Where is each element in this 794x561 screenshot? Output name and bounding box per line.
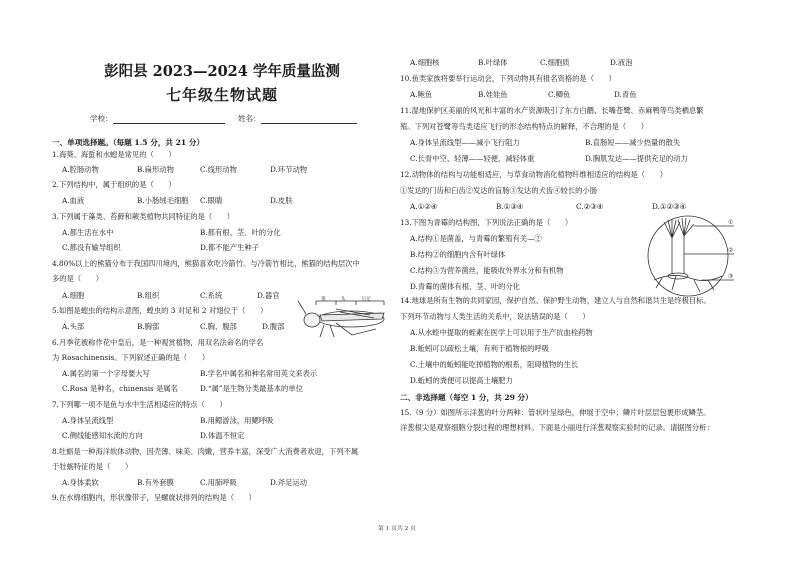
q4-option-d[interactable]: D.器官 xyxy=(257,291,280,300)
q13-option-c[interactable]: C.结构③为营养菌丝，能吸收外界水分和有机物 xyxy=(410,266,564,275)
q7-stem: 7.下列哪一项不是鱼与水中生活相适应的特点（ ） xyxy=(52,400,227,409)
q12-items: ①发达的门齿和臼齿②发达的盲肠③发达的犬齿④较长的小肠 xyxy=(400,186,598,195)
school-field[interactable] xyxy=(90,113,225,124)
q12-option-b[interactable]: B.①③④ xyxy=(496,202,524,211)
q6-option-a[interactable]: A.属名的第一个字母要大写 xyxy=(62,369,150,378)
q12-stem: 12.动物体的结构与功能相适应，与草食动物消化植物纤维相适应的结构是（ ） xyxy=(400,170,667,179)
q1-option-a[interactable]: A.腔肠动物 xyxy=(62,165,99,174)
school-blank[interactable] xyxy=(113,115,225,124)
q10-option-c[interactable]: C.鲫鱼 xyxy=(548,90,571,99)
section2-heading: 二、非选择题（每空 1 分，共 29 分） xyxy=(400,393,533,402)
name-blank[interactable] xyxy=(261,115,357,124)
exam-title: 彭阳县 2023—2024 学年质量监测 xyxy=(104,63,340,80)
q7-option-a[interactable]: A.身体呈流线型 xyxy=(62,416,114,425)
q2-option-b[interactable]: B.小肠绒毛细胞 xyxy=(137,196,189,205)
q1-option-d[interactable]: D.环节动物 xyxy=(270,165,308,174)
q3-option-a[interactable]: A.都生活在水中 xyxy=(62,228,114,237)
q4-option-a[interactable]: A.细胞 xyxy=(62,291,85,300)
q15-line1: 15.（9 分）如图所示洋葱的叶分两种：管状叶呈绿色，伸展于空中；鳞片叶层层包裹形成鳞茎。 xyxy=(400,408,711,417)
q10-option-b[interactable]: B.娃娃鱼 xyxy=(478,90,508,99)
q8-option-c[interactable]: C.用肺呼吸 xyxy=(200,478,237,487)
q2-option-a[interactable]: A.血液 xyxy=(62,196,85,205)
school-label: 学校： xyxy=(90,114,113,123)
q11-line1: 11.湿地保护区美丽的风光和丰富的水产资源吸引了东方白鹳、长嘴苍鹭、赤麻鸭等鸟类栖息繁 xyxy=(400,106,704,115)
q14-option-a[interactable]: A.从水蛭中提取的蛭素在医学上可以用于生产抗血栓药物 xyxy=(410,328,593,337)
q1-option-b[interactable]: B.扁形动物 xyxy=(137,165,174,174)
section1-heading: 一、单项选择题。（每题 1.5 分，共 21 分） xyxy=(52,138,205,147)
q8-option-a[interactable]: A.身体柔软 xyxy=(62,478,99,487)
q3-stem: 3.下列属于藻类、苔藓和蕨类植物共同特征的是（ ） xyxy=(52,212,235,221)
q14-option-d[interactable]: D.蚯蚓的粪便可以提高土壤肥力 xyxy=(410,376,513,385)
q8-line1: 8.牡蛎是一种海洋软体动物，因壳薄、味美、肉嫩，营养丰富，深受广大消费者欢迎，下列不属 xyxy=(52,447,359,456)
q11-option-c[interactable]: C.长骨中空、轻薄——轻便，减轻体重 xyxy=(410,154,535,163)
q1-stem: 1.海葵、海蜇和水螅是常见的（ ） xyxy=(52,150,176,159)
grasshopper-figure xyxy=(296,295,388,339)
penicillium-mark-3: ③ xyxy=(728,273,734,280)
q4-option-b[interactable]: B.组织 xyxy=(137,291,160,300)
q13-option-a[interactable]: A.结构①是菌盖，与青霉的繁殖有关—② xyxy=(410,234,542,243)
q7-option-d[interactable]: D.体温不恒定 xyxy=(200,431,245,440)
exam-subtitle: 七年级生物试题 xyxy=(165,86,278,104)
q13-option-d[interactable]: D.青霉的菌体有根、茎、叶的分化 xyxy=(410,282,521,291)
page-footer: 第 1 页共 2 页 xyxy=(378,526,416,532)
q6-option-c[interactable]: C.Rosa 是种名，chinensis 是属名 xyxy=(62,384,179,393)
q14-option-b[interactable]: B.蚯蚓可以疏松土壤，有利于植物根的呼吸 xyxy=(410,344,550,353)
q14-line1: 14.地球是所有生物的共同家园，保护自然、保护野生动物，建立人与自然和谐共生是终极目标。 xyxy=(400,296,711,305)
q11-option-a[interactable]: A.身体呈流线型——减小飞行阻力 xyxy=(410,138,520,147)
q4-option-c[interactable]: C.系统 xyxy=(200,291,223,300)
q9-option-b[interactable]: B.叶绿体 xyxy=(478,58,508,67)
q3-option-d[interactable]: D.都不能产生种子 xyxy=(200,243,259,252)
q2-option-c[interactable]: C.眼睛 xyxy=(200,196,223,205)
name-field[interactable] xyxy=(238,113,357,124)
penicillium-mark-2: ② xyxy=(728,247,734,254)
q3-option-c[interactable]: C.都没有输导组织 xyxy=(62,243,121,252)
grasshopper-label-hindleg: 后足 xyxy=(362,297,371,302)
q4-line2: 多的是（ ） xyxy=(52,274,104,283)
q6-option-d[interactable]: D.“属”是生物分类最基本的单位 xyxy=(200,384,303,393)
q13-option-b[interactable]: B.结构②的细胞内含有叶绿体 xyxy=(410,250,506,259)
q9-option-a[interactable]: A.细胞核 xyxy=(410,58,440,67)
q6-line2: 为 Rosachinensis。下列叙述正确的是（ ） xyxy=(52,353,210,362)
q9-stem: 9.在水绵细胞内，形状像带子，呈螺旋状排列的结构是（ ） xyxy=(52,493,256,502)
q6-option-b[interactable]: B.学名中属名和种名常用英文来表示 xyxy=(200,369,318,378)
q7-option-c[interactable]: C.侧线能感知水流的方向 xyxy=(62,431,143,440)
grasshopper-label-wing: 翅 xyxy=(321,297,326,302)
q4-line1: 4.80%以上的熊猫分布于我国四川境内，熊猫喜欢吃冷箭竹。与冷箭竹相比，熊猫的结构层次中 xyxy=(52,259,360,268)
q12-option-d[interactable]: D.①②③④ xyxy=(652,202,687,211)
q8-option-d[interactable]: D.斧足运动 xyxy=(270,478,308,487)
q7-option-b[interactable]: B.用鳃游泳，用鳃呼吸 xyxy=(200,416,274,425)
q9-option-c[interactable]: C.细胞质 xyxy=(540,58,570,67)
q8-option-b[interactable]: B.有外套膜 xyxy=(137,478,174,487)
q11-option-b[interactable]: B.直肠短——减少热量的散失 xyxy=(585,138,681,147)
q1-option-c[interactable]: C.线形动物 xyxy=(200,165,237,174)
q10-option-a[interactable]: A.鲍鱼 xyxy=(410,90,433,99)
q2-option-d[interactable]: D.皮肤 xyxy=(270,196,293,205)
q12-option-c[interactable]: C.②③④ xyxy=(576,202,604,211)
q13-stem: 13.下图为青霉的结构图，下列说法正确的是（ ） xyxy=(400,218,573,227)
q3-option-b[interactable]: B.都有根、茎、叶的分化 xyxy=(200,228,281,237)
penicillium-figure xyxy=(642,214,734,298)
q5-option-a[interactable]: A.头部 xyxy=(62,322,85,331)
q11-option-d[interactable]: D.胸肌发达——提供充足的动力 xyxy=(585,154,688,163)
q6-line1: 6.月季花被称作花中皇后，是一种观赏植物，用双名法命名的学名 xyxy=(52,338,264,347)
q14-option-c[interactable]: C.土壤中的蚯蚓能吃掉植物的根系，阻碍植物的生长 xyxy=(410,360,579,369)
q15-line2: 洋葱根尖是观察细胞分裂过程的理想材料。下面是小丽进行洋葱观察实验时的记录。请据图分析： xyxy=(400,423,714,432)
penicillium-mark-1: ① xyxy=(728,219,734,226)
q10-option-d[interactable]: D.青鱼 xyxy=(614,90,637,99)
q5-stem: 5.如图是蝗虫的结构示意图，蝗虫的 3 对足和 2 对翅位于（ ） xyxy=(52,306,268,315)
q11-line2: 殖。下列对苍鹭等鸟类适应飞行的形态结构特点的解释，不合理的是（ ） xyxy=(400,122,649,131)
q12-option-a[interactable]: A.①②④ xyxy=(410,202,438,211)
q5-option-c[interactable]: C.胸、腹部 xyxy=(200,322,237,331)
q5-option-b[interactable]: B.胸部 xyxy=(137,322,160,331)
q14-line2: 下列环节动物与人类生活的关系中，说法错误的是（ ） xyxy=(400,312,590,321)
q2-stem: 2.下列结构中，属于组织的是（ ） xyxy=(52,180,176,189)
grasshopper-label-head: 头 xyxy=(341,297,346,302)
q5-option-d[interactable]: D.腹部 xyxy=(262,322,285,331)
q9-option-d[interactable]: D.液泡 xyxy=(610,58,633,67)
name-label: 姓名： xyxy=(238,114,261,123)
q8-line2: 于牡蛎特征的是（ ） xyxy=(52,462,133,471)
q10-stem: 10.鱼类家族将要举行运动会，下列动物具有报名资格的是（ ） xyxy=(400,74,616,83)
